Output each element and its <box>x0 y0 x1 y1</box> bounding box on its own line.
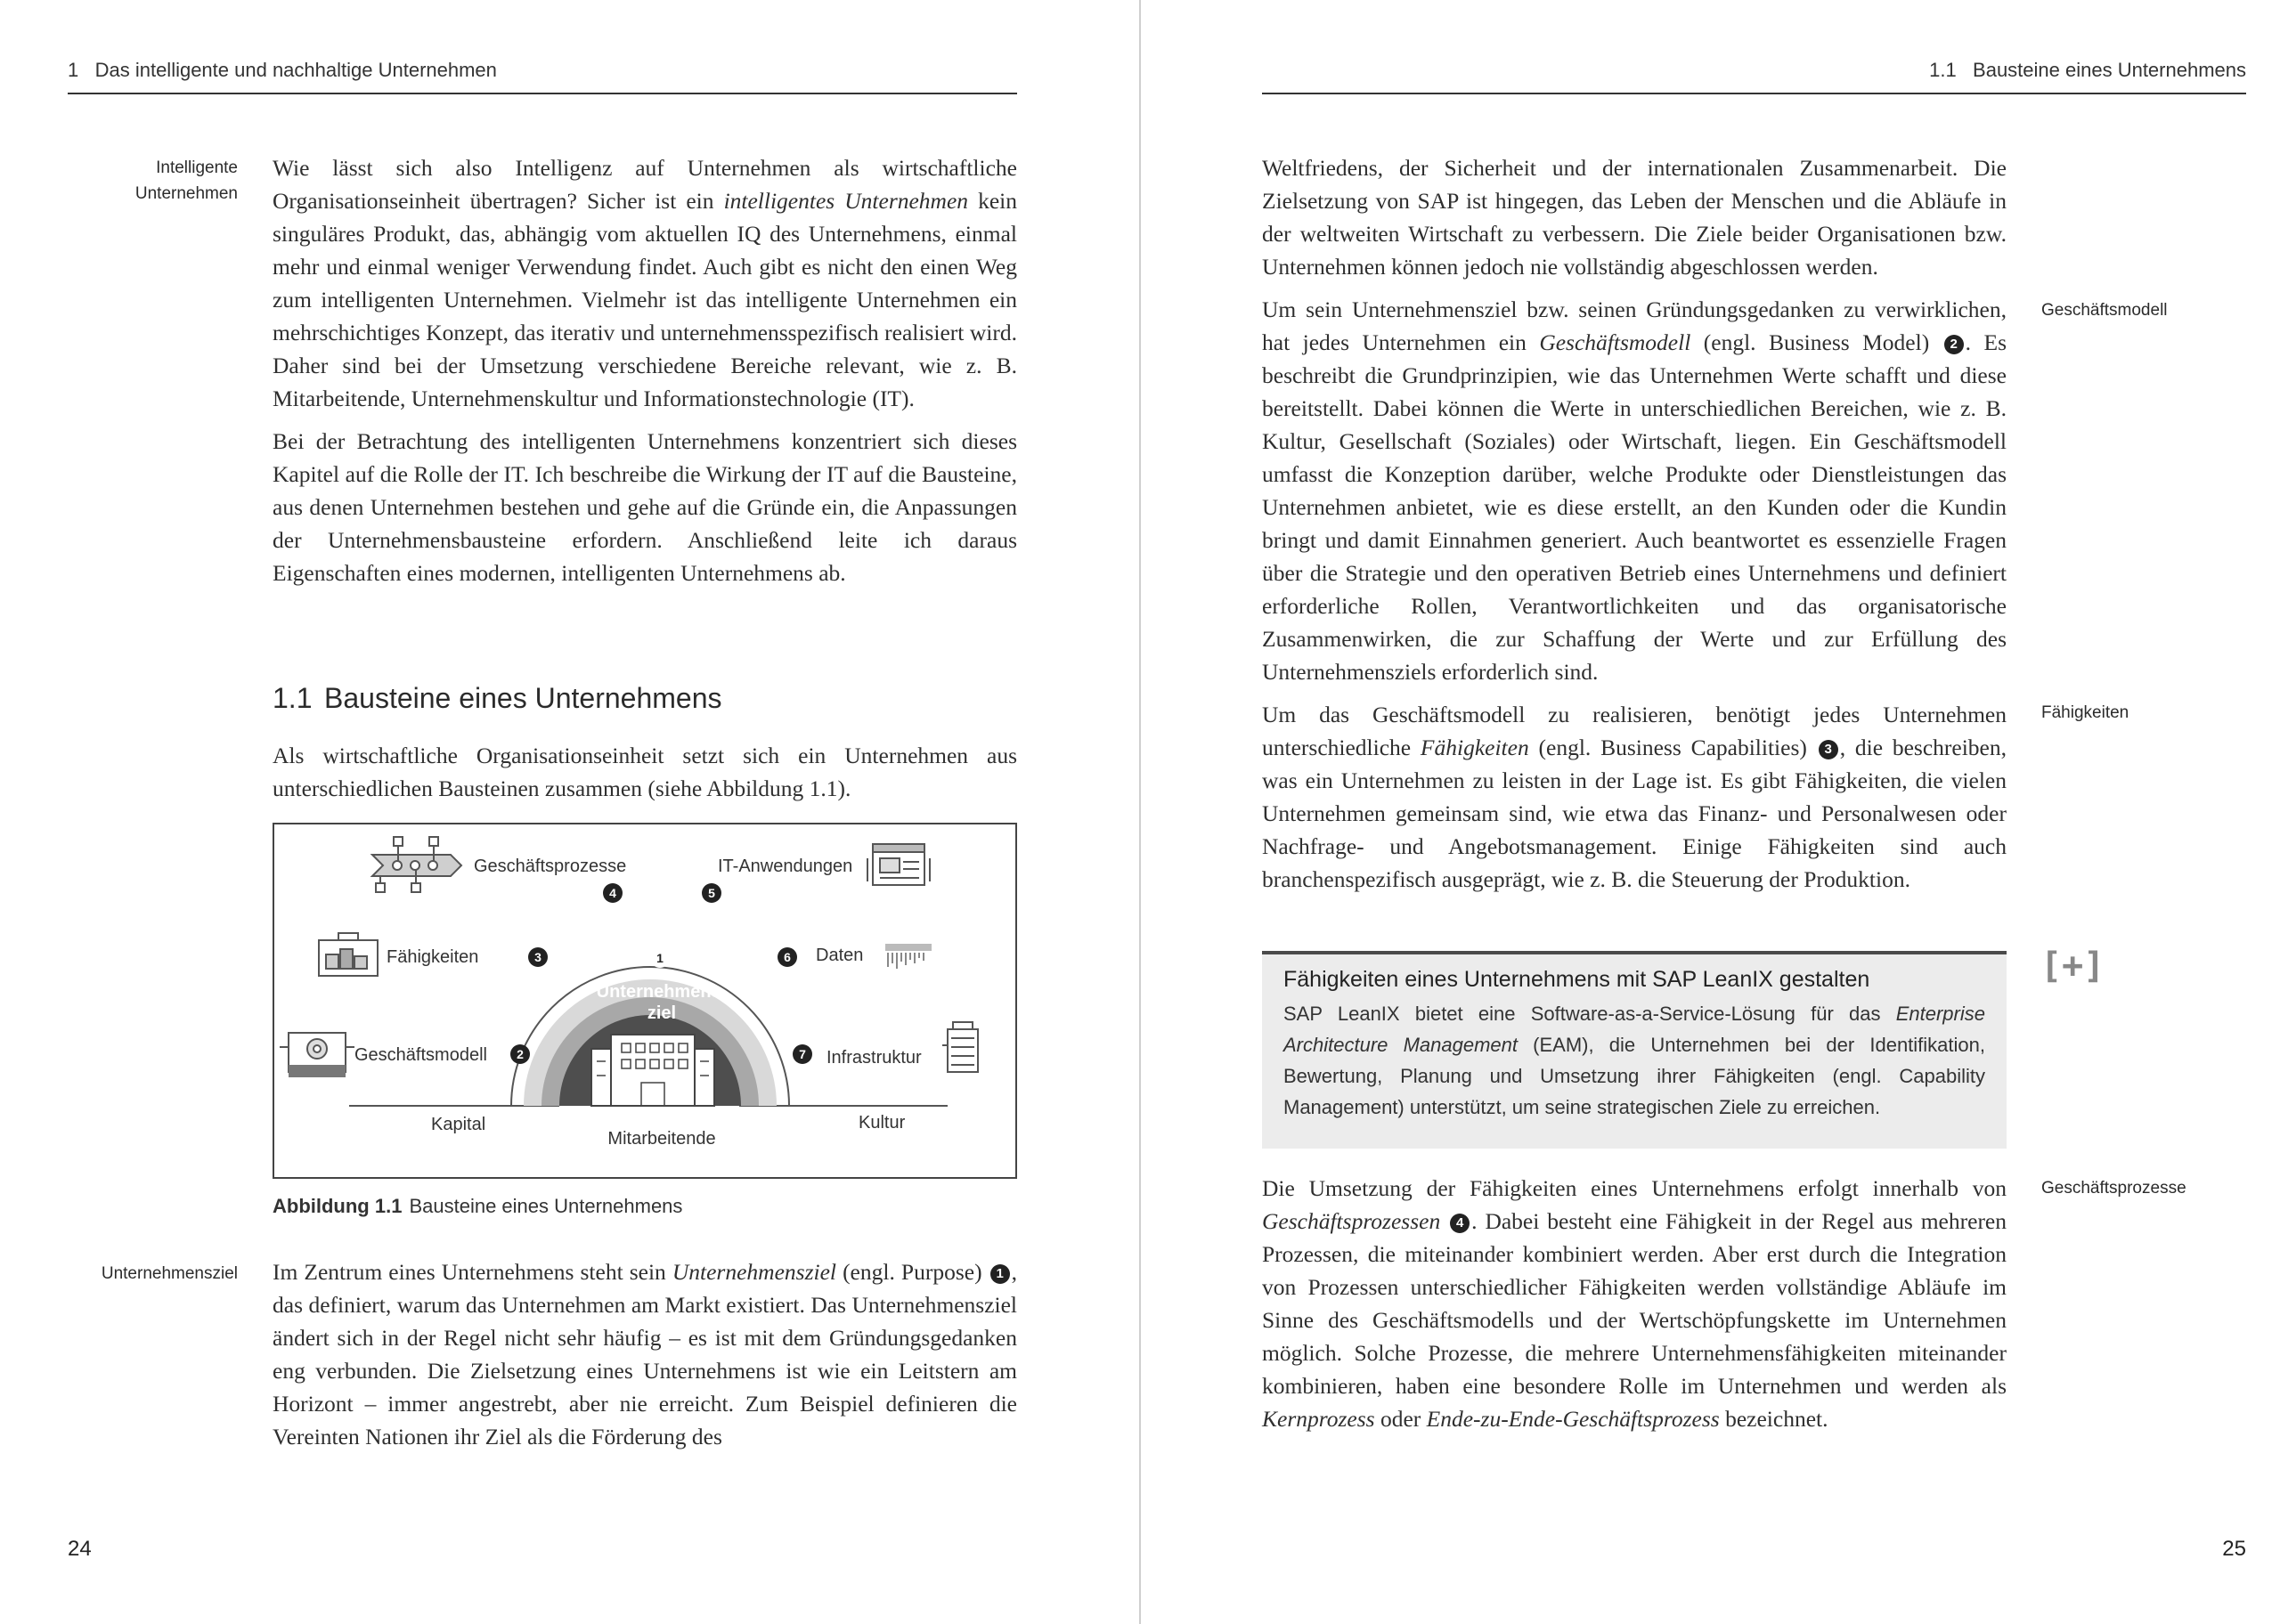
body-text-block-2 <box>1262 1172 2007 1445</box>
text-run: Die Umsetzung der Fähigkeiten eines Unternehmens erfolgt innerhalb von <box>1262 1175 2007 1201</box>
marker-5-label: 5 <box>708 886 715 900</box>
info-box-title: Fähigkeiten eines Unternehmens mit SAP LeanIX gestalten <box>1283 967 1870 992</box>
margin-note-geschaeftsmodell: Geschäftsmodell <box>2041 301 2168 320</box>
figure-label: Abbildung 1.1 <box>273 1195 403 1217</box>
label-infrastruktur: Infrastruktur <box>826 1048 922 1068</box>
marker-6-label: 6 <box>784 950 791 964</box>
section-number: 1.1 <box>273 682 313 714</box>
text-run: . Es beschreibt die Grundprinzipien, wie das Unternehmen Werte schafft und diese bereitstellt. Dabei können die Werte in unterschiedlichen Bereichen, wie z. B. Kultur, Gesellschaft (Soziales) oder Wirtschaft, liegen. Ein Geschäftsmodell umfasst die Konzeption darüber, welche Produkte oder Dienstleistungen das Unternehmen anbietet, wie es diese erstellt, an den Kunden oder die Kundin bringt und damit Einnahmen generiert. Auch beantwortet es essenzielle Fragen über die Strategie und den operativen Betrieb eines Unternehmens und definiert erforderliche Rollen, Verantwortlichkeiten und das organisatorische Zusammenwirken, die zur Schaffung der Werte und zur Erfüllung des Unternehmensziels erforderlich sind. <box>1262 329 2007 685</box>
paragraph: Bei der Betrachtung des intelligenten Unternehmens konzentriert sich dieses Kapitel auf die Rolle der IT. Ich beschreibe die Wirkung der IT auf die Bausteine, aus denen Unternehmen bestehen und gehe auf die Gründe ein, die Anpassungen der Unternehmensbausteine erfordern. Anschließend leite ich daraus Eigenschaften eines modernen, intelligenten Unternehmens ab. <box>273 428 1017 586</box>
text-run: Um das Geschäftsmodell zu realisieren, benötigt jedes Unternehmen unterschiedliche <box>1262 702 2007 760</box>
figure-bausteine <box>273 823 1017 1179</box>
info-box-body <box>1283 998 1985 1123</box>
emphasis: Fähigkeiten <box>1420 735 1529 760</box>
marker-4-label: 4 <box>609 886 616 900</box>
text-run: (engl. Purpose) <box>836 1259 989 1285</box>
body-text-block-3 <box>273 1255 1017 1463</box>
page-number: 24 <box>68 1537 92 1561</box>
marker-1: 1 <box>990 1264 1010 1284</box>
text-run: , das definiert, warum das Unternehmen am Markt existiert. Das Unternehmensziel ändert sich in der Regel nicht sehr häufig – es ist mit dem Gründungsgedanken eng verbunden. Die Zielsetzung eines Unternehmens ist wie ein Leitstern am Horizont – immer angestrebt, aber nie erreicht. Zum Beispiel definieren die Vereinten Nationen ihr Ziel als die Förderung des <box>273 1259 1017 1449</box>
marker-2 <box>510 1044 530 1064</box>
model-icon <box>280 1033 354 1077</box>
text-run: Um sein Unternehmensziel bzw. seinen Gründungsgedanken zu verwirklichen, hat jedes Unternehmen ein <box>1262 296 2007 355</box>
running-head <box>68 59 497 82</box>
text-run: (EAM), die Unternehmen bei der Identifikation, Bewertung, Planung und Umsetzung ihrer Fähigkeiten (engl. Capability Management) unterstützt, um seine strategischen Ziele zu erreichen. <box>1283 1034 1986 1118</box>
paragraph <box>1262 1172 2007 1435</box>
label-mitarbeitende: Mitarbeitende <box>607 1129 716 1149</box>
right-page <box>1141 0 2280 1624</box>
toolbox-icon <box>319 933 378 976</box>
label-faehigkeiten: Fähigkeiten <box>387 947 479 967</box>
text-run: (engl. Business Capabilities) <box>1528 735 1817 760</box>
marker-2-label: 2 <box>517 1047 524 1061</box>
header-rule <box>68 93 1017 94</box>
margin-note-line: Unternehmen <box>134 184 238 203</box>
marker-5 <box>702 883 721 903</box>
label-daten: Daten <box>816 946 864 965</box>
center-label-line1: Unternehmens- <box>596 982 728 1002</box>
browser-icon <box>867 844 930 885</box>
text-run: SAP LeanIX bietet eine Software-as-a-Service-Lösung für das <box>1283 1003 1896 1025</box>
running-head-chapter-number: 1 <box>68 59 79 81</box>
marker-3-label: 3 <box>534 950 542 964</box>
marker-2: 2 <box>1944 335 1964 354</box>
marker-4 <box>603 883 623 903</box>
margin-note-line: Intelligente <box>156 158 238 177</box>
running-head-title: Bausteine eines Unternehmens <box>1973 59 2246 81</box>
info-box <box>1262 951 2007 1149</box>
running-head-title: Das intelligente und nachhaltige Unternehmen <box>94 59 497 81</box>
left-page <box>0 0 1139 1624</box>
emphasis: Geschäftsmodell <box>1539 329 1691 355</box>
text-run: Wie lässt sich also Intelligenz auf Unternehmen als wirtschaftliche Organisationseinheit übertragen? Sicher ist ein <box>273 155 1017 214</box>
figure-caption <box>273 1195 682 1218</box>
running-head-section-number: 1.1 <box>1929 59 1957 81</box>
marker-3 <box>528 947 548 967</box>
tip-icon: [+] <box>2040 946 2105 987</box>
paragraph <box>273 151 1017 415</box>
text-run: kein singuläres Produkt, das, abhängig vom aktuellen IQ des Unternehmens, einmal mehr und einmal weniger Verwendung findet. Auch gibt es nicht den einen Weg zum intelligenten Unternehmen. Vielmehr ist das intelligente Unternehmen ein mehrschichtiges Konzept, das iterativ und unternehmensspezifisch realisiert wird. Daher sind bei der Umsetzung verschiedene Bereiche relevant, wie z. B. Mitarbeitende, Unternehmenskultur und Informationstechnologie (IT). <box>273 188 1017 411</box>
margin-note-faehigkeiten: Fähigkeiten <box>2041 703 2129 722</box>
emphasis: Unternehmensziel <box>672 1259 836 1285</box>
paragraph <box>1262 698 2007 896</box>
figure-caption-text: Bausteine eines Unternehmens <box>409 1195 683 1217</box>
paragraph <box>273 1255 1017 1453</box>
section-heading <box>273 682 722 715</box>
margin-note-geschaeftsprozesse: Geschäftsprozesse <box>2041 1179 2186 1198</box>
marker-4: 4 <box>1450 1214 1470 1233</box>
label-geschaeftsprozesse: Geschäftsprozesse <box>474 857 627 876</box>
text-run: . Dabei besteht eine Fähigkeit in der Regel aus mehreren Prozessen, die miteinander kombiniert werden. Aber erst durch die Integration von Prozessen unterschiedlicher Fähigkeiten werden vollständige Abläufe im Sinne des Geschäftsmodells und der Wertschöpfungskette im Unternehmen möglich. Solche Prozesse, die mehrere Unternehmensfähigkeiten miteinander kombinieren, haben eine besondere Rolle im Unternehmen und werden als <box>1262 1208 2007 1399</box>
emphasis: intelligentes Unternehmen <box>723 188 969 214</box>
text-run: bezeichnet. <box>1719 1406 1828 1432</box>
marker-7 <box>793 1044 812 1064</box>
body-text-block-1 <box>1262 151 2007 905</box>
text-run: (engl. Business Model) <box>1690 329 1942 355</box>
server-icon <box>942 1022 978 1072</box>
body-text-block-2 <box>273 739 1017 815</box>
label-kultur: Kultur <box>859 1113 906 1133</box>
header-rule <box>1262 93 2246 94</box>
body-text-block-1 <box>273 151 1017 599</box>
marker-6 <box>778 947 797 967</box>
marker-1-label: 1 <box>656 951 664 965</box>
paragraph: Als wirtschaftliche Organisationseinheit setzt sich ein Unternehmen aus unterschiedlichen Bausteinen zusammen (siehe Abbildung 1.1). <box>273 743 1017 801</box>
marker-3: 3 <box>1819 740 1838 759</box>
marker-7-label: 7 <box>799 1047 806 1061</box>
text-run: Im Zentrum eines Unternehmens steht sein <box>273 1259 672 1285</box>
label-geschaeftsmodell: Geschäftsmodell <box>354 1045 487 1065</box>
text-run: oder <box>1374 1406 1427 1432</box>
margin-note-unternehmensziel: Unternehmensziel <box>101 1264 238 1283</box>
text-run: , die beschreiben, was ein Unternehmen zu leisten in der Lage ist. Es gibt Fähigkeiten, die vielen Unternehmen gemeinsam sind, wie etwa das Finanz- und Personalwesen oder Nachfrage- und Angebotsmanagement. Einige Fähigkeiten sind auch branchenspezifisch ausgeprägt, wie z. B. die Steuerung der Produktion. <box>1262 735 2007 892</box>
section-title: Bausteine eines Unternehmens <box>324 682 722 714</box>
center-label-line2: ziel <box>647 1003 677 1023</box>
emphasis: Ende-zu-Ende-Geschäftsprozess <box>1426 1406 1720 1432</box>
page-number: 25 <box>2222 1537 2246 1561</box>
label-kapital: Kapital <box>431 1115 486 1134</box>
paragraph <box>1262 293 2007 688</box>
paragraph: Weltfriedens, der Sicherheit und der internationalen Zusammenarbeit. Die Zielsetzung von SAP ist hingegen, das Leben der Menschen und die Abläufe in der weltweiten Wirtschaft zu verbessern. Die Ziele beider Organisationen bzw. Unternehmen können jedoch nie vollständig abgeschlossen werden. <box>1262 155 2007 280</box>
emphasis: Enterprise Architecture Management <box>1283 1003 1985 1056</box>
label-it-anwendungen: IT-Anwendungen <box>718 857 853 876</box>
emphasis: Geschäftsprozessen <box>1262 1208 1441 1234</box>
margin-note-intelligente-unternehmen <box>53 155 238 207</box>
emphasis: Kernprozess <box>1262 1406 1375 1432</box>
running-head <box>1929 59 2246 82</box>
